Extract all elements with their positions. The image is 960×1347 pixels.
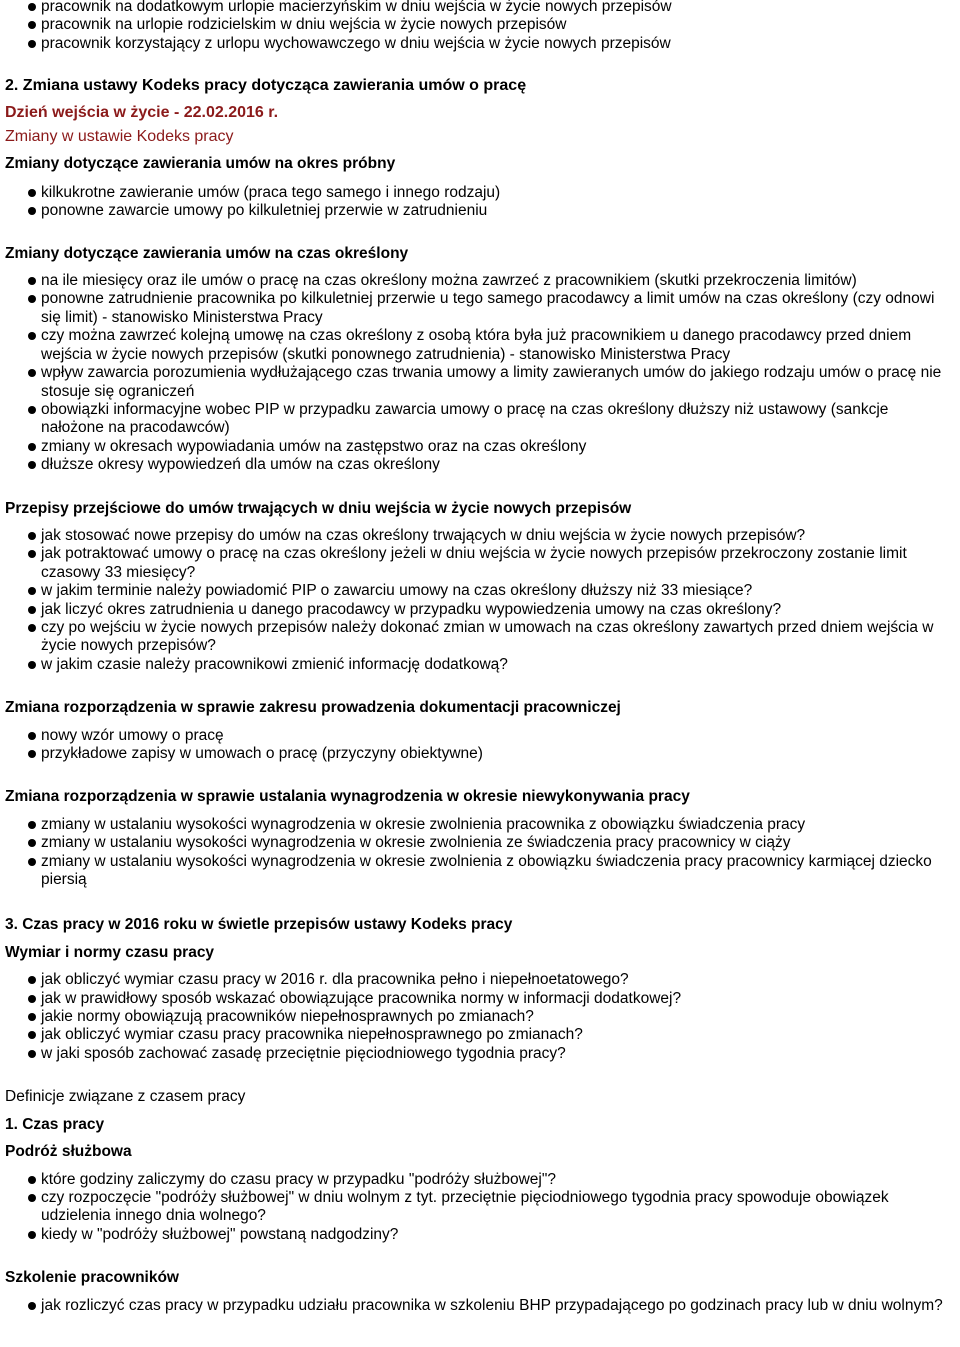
list-item: zmiany w ustalaniu wysokości wynagrodzenia w okresie zwolnienia ze świadczenia pracy pracownicy w ciąży: [5, 834, 954, 852]
list-item: obowiązki informacyjne wobec PIP w przypadku zawarcia umowy o pracę na czas określony dłuższy niż ustawowy (sankcje nałożone na pracodawców): [5, 401, 954, 438]
dokumentacja-list: [5, 727, 954, 764]
probny-heading: Zmiany dotyczące zawierania umów na okres próbny: [5, 155, 396, 173]
szkolenie-heading: Szkolenie pracowników: [5, 1269, 179, 1287]
list-item: jak obliczyć wymiar czasu pracy w 2016 r. dla pracownika pełno i niepełnoetatowego?: [5, 971, 954, 989]
probny-list: [5, 184, 954, 221]
list-item: zmiany w ustalaniu wysokości wynagrodzenia w okresie zwolnienia pracownika z obowiązku świadczenia pracy: [5, 816, 954, 834]
szkolenie-list: [5, 1297, 954, 1315]
wynagrodzenie-heading: Zmiana rozporządzenia w sprawie ustalania wynagrodzenia w okresie niewykonywania pracy: [5, 788, 690, 806]
dokumentacja-heading: Zmiana rozporządzenia w sprawie zakresu prowadzenia dokumentacji pracowniczej: [5, 699, 621, 717]
section-2-title: 2. Zmiana ustawy Kodeks pracy dotycząca zawierania umów o pracę: [5, 77, 527, 95]
list-item: jak potraktować umowy o pracę na czas określony jeżeli w dniu wejścia w życie nowych przepisów przekroczony zostanie limit czasowy 33 miesięcy?: [5, 545, 954, 582]
section-3-title: 3. Czas pracy w 2016 roku w świetle przepisów ustawy Kodeks pracy: [5, 916, 513, 934]
wymiar-heading: Wymiar i normy czasu pracy: [5, 943, 215, 961]
okreslony-heading: Zmiany dotyczące zawierania umów na czas określony: [5, 244, 409, 262]
list-item: czy można zawrzeć kolejną umowę na czas określony z osobą która była już pracownikiem u danego pracodawcy przed dniem wejścia w życie nowych przepisów (skutki ponownego zatrudnienia) - stanowisko Ministerstwa Pracy: [5, 327, 954, 364]
wynagrodzenie-list: [5, 816, 954, 890]
list-item: jak liczyć okres zatrudnienia u danego pracodawcy w przypadku wypowiedzenia umowy na czas określony?: [5, 601, 954, 619]
list-item: jakie normy obowiązują pracowników niepełnosprawnych po zmianach?: [5, 1008, 954, 1026]
list-item: zmiany w okresach wypowiadania umów na zastępstwo oraz na czas określony: [5, 438, 954, 456]
list-item: w jakim czasie należy pracownikowi zmienić informację dodatkową?: [5, 656, 954, 674]
entry-date: Dzień wejścia w życie - 22.02.2016 r.: [5, 103, 279, 121]
przejsciowe-list: [5, 527, 954, 674]
list-item: ponowne zawarcie umowy po kilkuletniej przerwie w zatrudnieniu: [5, 202, 954, 220]
list-item: pracownik na urlopie rodzicielskim w dniu wejścia w życie nowych przepisów: [5, 16, 954, 34]
list-item: czy po wejściu w życie nowych przepisów należy dokonać zmian w umowach na czas określony zawartych przed dniem wejścia w życie nowych przepisów?: [5, 619, 954, 656]
czas-pracy-heading: 1. Czas pracy: [5, 1115, 105, 1133]
wymiar-list: [5, 971, 954, 1063]
list-item: jak rozliczyć czas pracy w przypadku udziału pracownika w szkoleniu BHP przypadającego po godzinach pracy lub w dniu wolnym?: [5, 1297, 954, 1315]
definitions-label: Definicje związane z czasem pracy: [5, 1088, 246, 1106]
list-item: czy rozpoczęcie "podróży służbowej" w dniu wolnym z tyt. przeciętnie pięciodniowego tygodnia pracy spowoduje obowiązek udzielenia innego dnia wolnego?: [5, 1189, 954, 1226]
list-item: jak w prawidłowy sposób wskazać obowiązujące pracownika normy w informacji dodatkowej?: [5, 990, 954, 1008]
list-item: jak stosować nowe przepisy do umów na czas określony trwających w dniu wejścia w życie nowych przepisów?: [5, 527, 954, 545]
list-item: na ile miesięcy oraz ile umów o pracę na czas określony można zawrzeć z pracownikiem (skutki przekroczenia limitów): [5, 272, 954, 290]
top-bullet-list: [5, 0, 954, 53]
list-item: dłuższe okresy wypowiedzeń dla umów na czas określony: [5, 456, 954, 474]
list-item: nowy wzór umowy o pracę: [5, 727, 954, 745]
przejsciowe-heading: Przepisy przejściowe do umów trwających w dniu wejścia w życie nowych przepisów: [5, 499, 632, 517]
list-item: zmiany w ustalaniu wysokości wynagrodzenia w okresie zwolnienia z obowiązku świadczenia pracy pracownicy karmiącej dziecko piersią: [5, 853, 954, 890]
list-item: które godziny zaliczymy do czasu pracy w przypadku "podróży służbowej"?: [5, 1171, 954, 1189]
list-item: kiedy w "podróży służbowej" powstaną nadgodziny?: [5, 1226, 954, 1244]
list-item: pracownik na dodatkowym urlopie macierzyńskim w dniu wejścia w życie nowych przepisów: [5, 0, 954, 16]
list-item: ponowne zatrudnienie pracownika po kilkuletniej przerwie u tego samego pracodawcy a limit umów na czas określony (czy odnowi się limit) - stanowisko Ministerstwa Pracy: [5, 290, 954, 327]
changes-heading: Zmiany w ustawie Kodeks pracy: [5, 128, 234, 146]
list-item: pracownik korzystający z urlopu wychowawczego w dniu wejścia w życie nowych przepisów: [5, 35, 954, 53]
list-item: w jaki sposób zachować zasadę przeciętnie pięciodniowego tygodnia pracy?: [5, 1045, 954, 1063]
podroz-heading: Podróż służbowa: [5, 1143, 132, 1161]
okreslony-list: [5, 272, 954, 474]
list-item: przykładowe zapisy w umowach o pracę (przyczyny obiektywne): [5, 745, 954, 763]
list-item: kilkukrotne zawieranie umów (praca tego samego i innego rodzaju): [5, 184, 954, 202]
list-item: jak obliczyć wymiar czasu pracy pracownika niepełnosprawnego po zmianach?: [5, 1026, 954, 1044]
list-item: wpływ zawarcia porozumienia wydłużającego czas trwania umowy a limity zawieranych umów do jakiego rodzaju umów o pracę nie stosuje się ograniczeń: [5, 364, 954, 401]
list-item: w jakim terminie należy powiadomić PIP o zawarciu umowy na czas określony dłuższy niż 33 miesiące?: [5, 582, 954, 600]
podroz-list: [5, 1171, 954, 1245]
